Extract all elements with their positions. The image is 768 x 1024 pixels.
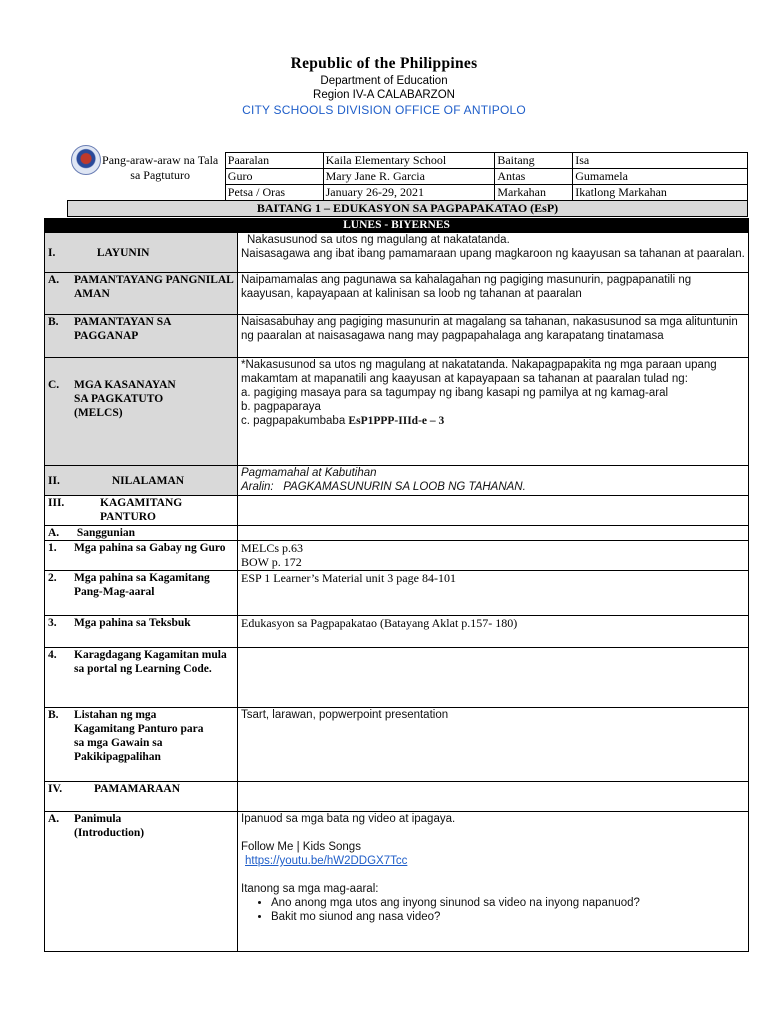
- pamamaraan-label-cell: [45, 782, 238, 812]
- video-link[interactable]: https://youtu.be/hW2DDGX7Tcc: [245, 855, 408, 867]
- kagamitang-mag-label: Mga pahina sa Kagamitang Pang-Mag-aaral: [74, 572, 210, 598]
- days-banner: LUNES - BIYERNES: [45, 219, 749, 233]
- nilalaman-aralin-title: PAGKAMASUNURIN SA LOOB NG TAHANAN.: [283, 481, 526, 493]
- pagganap-text: Naisasabuhay ang pagiging masunurin at magalang sa tahanan, nakasusunod sa mga alituntunin ng paaralan at naisasagawa nang may pagpapahalaga ang karapatang tinatamasa: [238, 315, 749, 358]
- kagamitang-mag-label-cell: [45, 571, 238, 616]
- baitang-label: Baitang: [495, 153, 573, 169]
- sanggunian-content: [238, 526, 749, 541]
- petsa-value: January 26-29, 2021: [323, 185, 495, 201]
- melcs-item-c: c. pagpapakumbaba: [241, 415, 346, 427]
- division-name: CITY SCHOOLS DIVISION OFFICE OF ANTIPOLO: [242, 103, 526, 117]
- baitang-value: Isa: [573, 153, 748, 169]
- nilalaman-label: NILALAMAN: [111, 474, 185, 487]
- teksbuk-text: Edukasyon sa Pagpapakatao (Batayang Aklat p.157- 180): [238, 616, 749, 648]
- listahan-text: Tsart, larawan, popwerpoint presentation: [238, 708, 749, 782]
- layunin-content: [238, 233, 749, 273]
- kagamitan-label-cell: [45, 496, 238, 526]
- kagamitang-mag-text: ESP 1 Learner’s Material unit 3 page 84-101: [238, 571, 749, 616]
- guro-value: Mary Jane R. Garcia: [323, 169, 495, 185]
- layunin-line2: Naisasagawa ang ibat ibang pamamaraan upang magkaroon ng kaayusan sa tahanan at paaralan.: [241, 248, 745, 260]
- kagamitan-content: [238, 496, 749, 526]
- gabay-line1: MELCs p.63: [241, 541, 304, 555]
- listahan-label: Listahan ng mga Kagamitang Panturo para sa mga Gawain sa Pakikipagpalihan: [74, 709, 204, 763]
- kagamitang-mag-num: 2.: [48, 572, 57, 584]
- pamamaraan-label: PAMAMARAAN: [94, 783, 181, 795]
- paaralan-value: Kaila Elementary School: [323, 153, 495, 169]
- kagamitan-label: KAGAMITANG PANTURO: [100, 497, 183, 523]
- panimula-label: Panimula (Introduction): [74, 813, 145, 839]
- karagdagang-label: Karagdagang Kagamitan mula sa portal ng Learning Code.: [74, 649, 227, 675]
- nilalaman-label-cell: [45, 466, 238, 496]
- sanggunian-label-cell: [45, 526, 238, 541]
- melcs-item-a: a. pagiging masaya para sa tagumpay ng ibang kasapi ng pamilya at ng kamag-aral: [241, 387, 669, 399]
- pamantayang-label: PAMANTAYANG PANGNILALAMAN: [74, 274, 234, 300]
- kagamitan-num: III.: [48, 497, 65, 509]
- pagganap-label: PAMANTAYAN SA PAGGANAP: [74, 316, 171, 342]
- sanggunian-num: A.: [48, 527, 60, 539]
- nilalaman-content: [238, 466, 749, 496]
- pamantayang-text: Naipamamalas ang pagunawa sa kahalagahan ng pagiging masunurin, pagpapanatili ng kaayusan, kapayapaan at kalinisan sa loob ng tahanan at paaralan: [238, 273, 749, 315]
- layunin-label-cell: [45, 233, 238, 273]
- melcs-content: [238, 358, 749, 466]
- gabay-num: 1.: [48, 542, 57, 554]
- department-name: Department of Education: [320, 75, 448, 87]
- nilalaman-aralin-prefix: Aralin:: [241, 481, 274, 493]
- panimula-label-cell: [45, 812, 238, 952]
- republic-title: Republic of the Philippines: [290, 55, 478, 72]
- melcs-num: C.: [48, 379, 60, 391]
- melcs-intro: *Nakasusunod sa utos ng magulang at nakatatanda. Nakapagpapakita ng mga paraan upang makamtam at mapanatili ang kaayusan at kapayapaan sa tahanan at paaralan tulad ng:: [241, 359, 717, 385]
- pamamaraan-num: IV.: [48, 783, 63, 795]
- melcs-label-cell: [45, 358, 238, 466]
- deped-seal-icon: [71, 145, 101, 175]
- karagdagang-content: [238, 648, 749, 708]
- teksbuk-label: Mga pahina sa Teksbuk: [74, 617, 191, 629]
- question-item: • Bakit mo siunod ang nasa video?: [271, 910, 745, 924]
- region-name: Region IV-A CALABARZON: [313, 89, 455, 101]
- listahan-num: B.: [48, 709, 59, 721]
- panimula-line1: Ipanuod sa mga bata ng video at ipagaya.: [241, 813, 456, 825]
- document-header: [0, 54, 768, 118]
- lesson-plan-table: [44, 218, 749, 952]
- paaralan-label: Paaralan: [225, 153, 323, 169]
- pamamaraan-content: [238, 782, 749, 812]
- layunin-line1: Nakasusunod sa utos ng magulang at nakatatanda.: [247, 234, 510, 246]
- pagganap-label-cell: [45, 315, 238, 358]
- petsa-label: Petsa / Oras: [225, 185, 323, 201]
- melcs-code: EsP1PPP-IIId-e – 3: [348, 415, 445, 427]
- subject-banner: BAITANG 1 – EDUKASYON SA PAGPAPAKATAO (EsP): [68, 201, 748, 217]
- pamantayang-num: A.: [48, 274, 60, 286]
- info-table: [67, 152, 748, 217]
- melcs-item-b: b. pagpaparaya: [241, 401, 321, 413]
- sanggunian-label: Sanggunian: [76, 527, 136, 539]
- gabay-label-cell: [45, 541, 238, 571]
- layunin-label: LAYUNIN: [96, 246, 150, 259]
- nilalaman-num: II.: [48, 474, 60, 487]
- gabay-content: [238, 541, 749, 571]
- karagdagang-num: 4.: [48, 649, 57, 661]
- karagdagang-label-cell: [45, 648, 238, 708]
- antas-label: Antas: [495, 169, 573, 185]
- teksbuk-num: 3.: [48, 617, 57, 629]
- pagganap-num: B.: [48, 316, 59, 328]
- gabay-label: Mga pahina sa Gabay ng Guro: [74, 542, 226, 554]
- question-item: • Ano anong mga utos ang inyong sinunod sa video na inyong napanuod?: [271, 896, 745, 910]
- panimula-line3: Itanong sa mga mag-aaral:: [241, 883, 379, 895]
- question-list: [241, 896, 745, 924]
- teksbuk-label-cell: [45, 616, 238, 648]
- markahan-label: Markahan: [495, 185, 573, 201]
- panimula-video-title: Follow Me | Kids Songs: [241, 841, 361, 853]
- melcs-label: MGA KASANAYAN SA PAGKATUTO (MELCS): [74, 379, 176, 419]
- gabay-line2: BOW p. 172: [241, 555, 302, 569]
- nilalaman-line1: Pagmamahal at Kabutihan: [241, 467, 377, 479]
- panimula-content: [238, 812, 749, 952]
- pamantayang-label-cell: [45, 273, 238, 315]
- guro-label: Guro: [225, 169, 323, 185]
- antas-value: Gumamela: [573, 169, 748, 185]
- listahan-label-cell: [45, 708, 238, 782]
- doc-title: Pang-araw-araw na Tala sa Pagtuturo: [102, 152, 219, 182]
- layunin-num: I.: [48, 246, 56, 259]
- panimula-num: A.: [48, 813, 60, 825]
- markahan-value: Ikatlong Markahan: [573, 185, 748, 201]
